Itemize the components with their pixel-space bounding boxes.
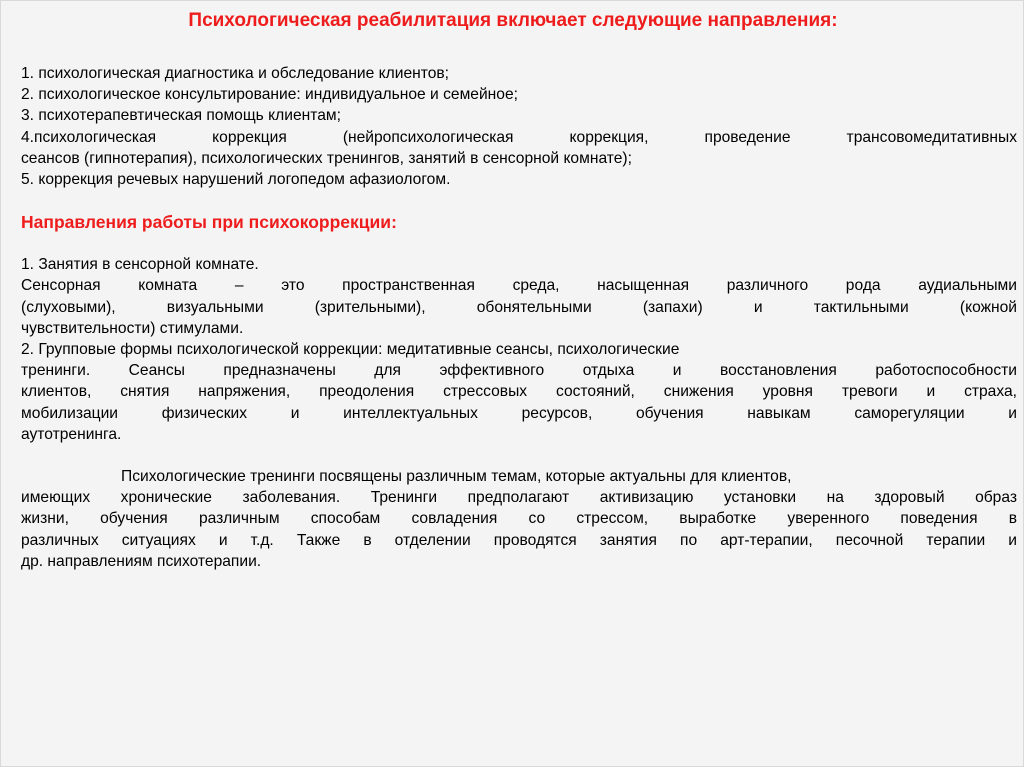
- paragraph-line: др. направлениям психотерапии.: [21, 552, 262, 570]
- list-item: 1. психологическая диагностика и обследование клиентов;: [21, 65, 449, 82]
- spacer: [21, 445, 1017, 466]
- text-line: чувствительности) стимулами.: [21, 319, 244, 337]
- list-item: 4.психологическая коррекция (нейропсихологическая коррекция, проведение трансовомедитативных: [21, 128, 1017, 146]
- text-line: мобилизации физических и интеллектуальных ресурсов, обучения навыкам саморегуляции и: [21, 404, 1017, 422]
- spacer: [21, 190, 1017, 211]
- text-line: клиентов, снятия напряжения, преодоления стрессовых состояний, снижения уровня тревоги и страха,: [21, 383, 1017, 401]
- text-line: Сенсорная комната – это пространственная среда, насыщенная различного рода аудиальными: [21, 277, 1017, 295]
- slide-title: Психологическая реабилитация включает следующие направления:: [188, 10, 838, 31]
- paragraph-line: жизни, обучения различным способам совладения со стрессом, выработке уверенного поведения в: [21, 510, 1017, 528]
- spacer: [21, 233, 1017, 254]
- text-line: 2. Групповые формы психологической коррекции: медитативные сеансы, психологические: [21, 341, 680, 359]
- paragraph-line: имеющих хронические заболевания. Тренинги предполагают активизацию установки на здоровый образ: [21, 489, 1017, 507]
- paragraph-line: Психологические тренинги посвящены различным темам, которые актуальны для клиентов,: [121, 468, 792, 486]
- list-item: 5. коррекция речевых нарушений логопедом афазиологом.: [21, 171, 451, 189]
- list-item: 3. психотерапевтическая помощь клиентам;: [21, 107, 341, 125]
- slide-body: [21, 63, 1017, 572]
- text-line: (слуховыми), визуальными (зрительными), обонятельными (запахи) и тактильными (кожной: [21, 298, 1017, 316]
- list-item: сеансов (гипнотерапия), психологических тренингов, занятий в сенсорной комнате);: [21, 149, 632, 167]
- section-heading: Направления работы при психокоррекции:: [21, 212, 397, 233]
- text-line: аутотренинга.: [21, 425, 122, 443]
- text-line: 1. Занятия в сенсорной комнате.: [21, 256, 259, 274]
- paragraph-line: различных ситуациях и т.д. Также в отделении проводятся занятия по арт-терапии, песочной терапии и: [21, 531, 1017, 549]
- text-line: тренинги. Сеансы предназначены для эффективного отдыха и восстановления работоспособности: [21, 362, 1017, 380]
- list-item: 2. психологическое консультирование: индивидуальное и семейное;: [21, 86, 518, 104]
